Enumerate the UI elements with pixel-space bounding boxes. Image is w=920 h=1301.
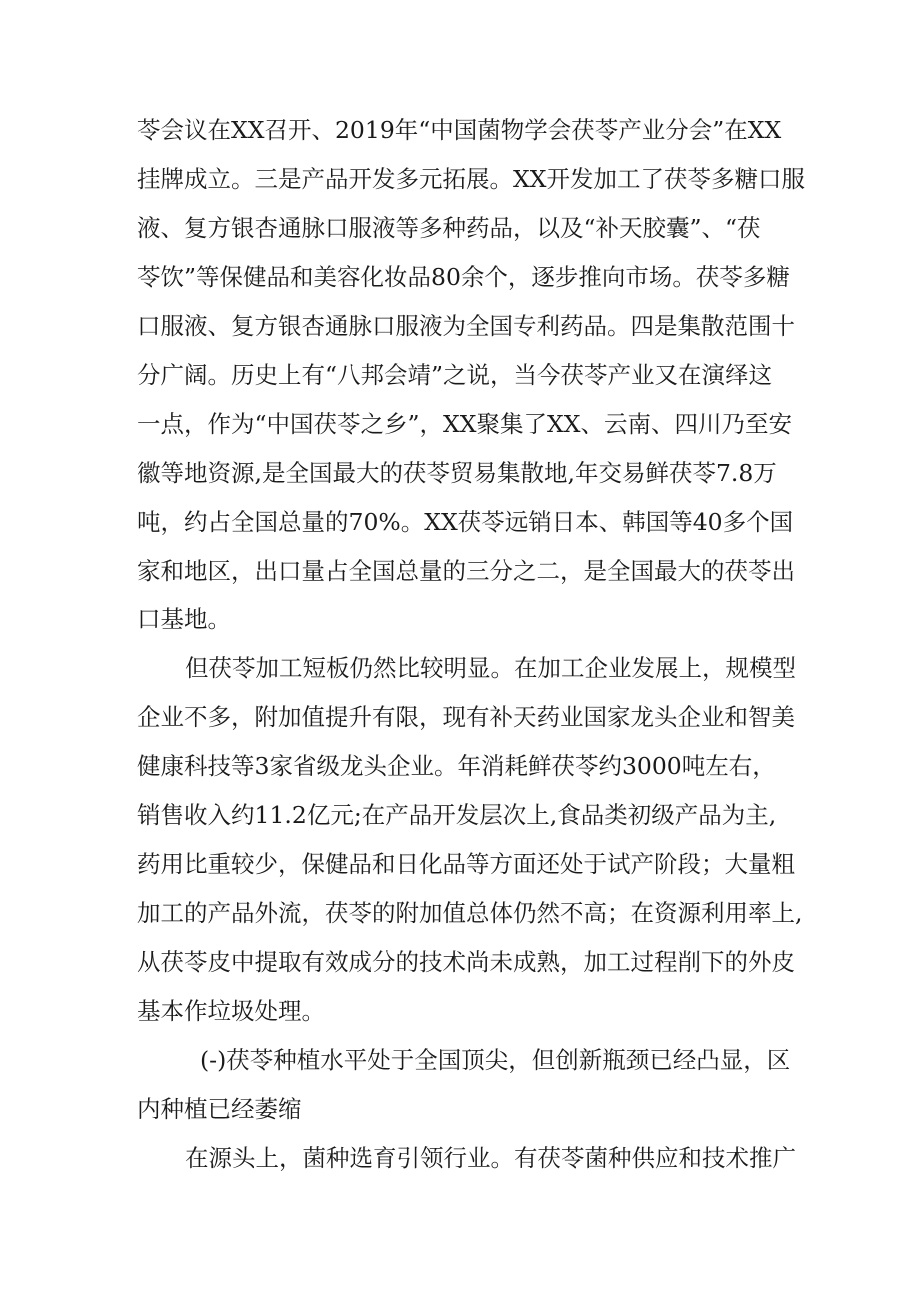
text-line: 吨，约占全国总量的70%。XX茯苓远销日本、韩国等40多个国 xyxy=(137,508,794,536)
section-heading-line: (-)茯苓种植水平处于全国顶尖，但创新瓶颈已经凸显，区 xyxy=(200,1046,791,1074)
text-line: 口服液、复方银杏通脉口服液为全国专利药品。四是集散范围十 xyxy=(137,312,795,340)
text-line: 加工的产品外流，茯苓的附加值总体仍然不高；在资源利用率上, xyxy=(137,899,803,927)
section-heading-line: 内种植已经萎缩 xyxy=(137,1095,302,1123)
text-line: 药用比重较少，保健品和日化品等方面还处于试产阶段；大量粗 xyxy=(137,850,795,878)
text-line: 一点，作为“中国茯苓之乡”，XX聚集了XX、云南、四川乃至安 xyxy=(137,410,792,438)
text-line: 徽等地资源,是全国最大的茯苓贸易集散地,年交易鲜茯苓7.8万 xyxy=(137,459,777,487)
text-line: 苓会议在XX召开、2019年“中国菌物学会茯苓产业分会”在XX xyxy=(137,116,782,144)
text-line: 基本作垃圾处理。 xyxy=(137,997,325,1025)
text-line: 苓饮”等保健品和美容化妆品80余个，逐步推向市场。茯苓多糖 xyxy=(137,263,790,291)
text-line: 家和地区，出口量占全国总量的三分之二，是全国最大的茯苓出 xyxy=(137,557,795,585)
text-line: 液、复方银杏通脉口服液等多种药品，以及“补天胶囊”、“茯 xyxy=(137,214,761,242)
text-line: 销售收入约11.2亿元;在产品开发层次上,食品类初级产品为主, xyxy=(137,801,777,829)
text-line: 口基地。 xyxy=(137,605,231,633)
text-line: 健康科技等3家省级龙头企业。年消耗鲜茯苓约3000吨左右， xyxy=(137,752,776,780)
paragraph-start-line: 但茯苓加工短板仍然比较明显。在加工企业发展上，规模型 xyxy=(185,654,796,682)
text-line: 分广阔。历史上有“八邦会靖”之说，当今茯苓产业又在演绎这 xyxy=(137,361,773,389)
text-line: 企业不多，附加值提升有限，现有补天药业国家龙头企业和智美 xyxy=(137,703,795,731)
text-line: 挂牌成立。三是产品开发多元拓展。XX开发加工了茯苓多糖口服 xyxy=(137,165,805,193)
paragraph-start-line: 在源头上，菌种选育引领行业。有茯苓菌种供应和技术推广 xyxy=(185,1144,796,1172)
text-line: 从茯苓皮中提取有效成分的技术尚未成熟，加工过程削下的外皮 xyxy=(137,948,795,976)
